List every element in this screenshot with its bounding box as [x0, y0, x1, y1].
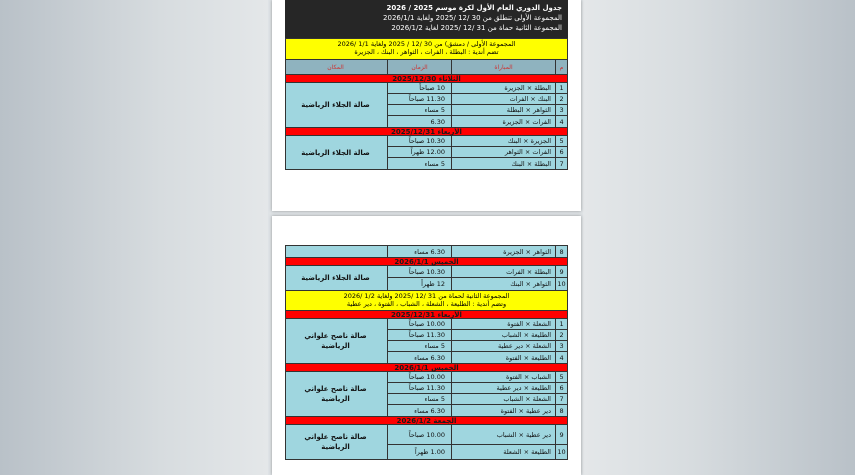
day-bar: الجمعة 2026/1/2 [285, 417, 568, 425]
match-number: 3 [555, 105, 567, 116]
match-time: 5 مساء [387, 105, 451, 116]
group2-banner-title: المجموعة الثانية لحماة من 31 /12 /2025 ولغاية 1/2 /2026 [343, 292, 510, 300]
match-time: 11.30 صباحاً [387, 330, 451, 341]
match-time: 1.00 ظهراً [387, 445, 451, 459]
col-num: م [555, 60, 567, 74]
match-teams: الثواهر × البطلة [451, 105, 555, 116]
schedule-page-1 [272, 0, 581, 211]
match-time: 10.30 صباحاً [387, 136, 451, 147]
group1-banner [285, 38, 568, 60]
match-time: 12.00 ظهراً [387, 147, 451, 158]
match-number: 3 [555, 341, 567, 352]
day-bar: الثلاثاء 2025/12/30 [285, 75, 568, 83]
match-time: 10.00 صباحاً [387, 425, 451, 445]
day-group [285, 83, 568, 128]
match-time: 10.00 صباحاً [387, 319, 451, 330]
match-time: 6.30 مساء [387, 405, 451, 416]
match-teams: الفرات × الثواهر [451, 147, 555, 158]
match-teams: البطلة × الجزيرة [451, 83, 555, 94]
venue: صالة الجلاء الرياضية [301, 101, 370, 109]
day-group [285, 425, 568, 460]
day-group [285, 136, 568, 170]
match-time: 5 مساء [387, 394, 451, 405]
match-teams: دير عطية × الفتوة [451, 405, 555, 416]
group2-dates: المجموعة الثانية حماة من 31 /12 /2025 لغاية 2026/1/2 [391, 24, 562, 32]
match-time: 12 ظهراً [387, 278, 451, 290]
venue: صالة ناصح علواني الرياضية [304, 332, 367, 350]
backdrop-left [0, 0, 268, 475]
match-teams: الثواهر × الجزيرة [451, 246, 555, 257]
match-number: 1 [555, 319, 567, 330]
match-time: 11.30 صباحاً [387, 383, 451, 394]
day-bar: الخميس 2026/1/1 [285, 364, 568, 372]
match-number: 9 [555, 266, 567, 278]
venue-empty [284, 246, 387, 257]
group1-dates: المجموعة الأولى تنطلق من 30 /12 /2025 ولغاية 2026/1/1 [383, 14, 562, 22]
match-teams: الشباب × الفتوة [451, 372, 555, 383]
match-teams: الشعلة × دير عطية [451, 341, 555, 352]
match-number: 1 [555, 83, 567, 94]
match-number: 2 [555, 330, 567, 341]
match-time: 11.30 صباحاً [387, 94, 451, 105]
backdrop-right [583, 0, 855, 475]
schedule-table-2 [285, 245, 568, 460]
match-number: 6 [555, 383, 567, 394]
venue: صالة الجلاء الرياضية [301, 274, 370, 282]
match-number: 7 [555, 394, 567, 405]
match-teams: الجزيرة × البنك [451, 136, 555, 147]
group1-banner-teams: تضم أندية : البطلة ، الفرات ، الثواهر ، البنك ، الجزيرة [354, 48, 499, 56]
match-teams: البطلة × البنك [451, 158, 555, 169]
league-title: جدول الدوري العام الأول لكرة موسم 2025 / 2026 [386, 4, 562, 12]
match-number: 6 [555, 147, 567, 158]
match-teams: الطليعة × الفتوة [451, 352, 555, 363]
match-number: 9 [555, 425, 567, 445]
match-teams: الفرات × الجزيرة [451, 116, 555, 127]
match-time: 10 صباحاً [387, 83, 451, 94]
day-group [285, 319, 568, 364]
match-time: 6.30 [387, 116, 451, 127]
col-venue: المكان [327, 63, 344, 71]
venue: صالة ناصح علواني الرياضية [304, 385, 367, 403]
match-teams: الثواهر × البنك [451, 278, 555, 290]
match-number: 10 [555, 445, 567, 459]
match-time: 6.30 مساء [387, 246, 451, 257]
day-bar: الخميس 2026/1/1 [285, 258, 568, 266]
day-bar: الأربعاء 2025/12/31 [285, 311, 568, 319]
match-number: 2 [555, 94, 567, 105]
schedule-table-1 [285, 0, 568, 170]
match-time: 5 مساء [387, 341, 451, 352]
day-group [285, 372, 568, 417]
match-number: 7 [555, 158, 567, 169]
match-teams: الطليعة × الشعلة [451, 445, 555, 459]
col-match: المباراة [451, 60, 555, 74]
match-teams: البطلة × الفرات [451, 266, 555, 278]
match-number: 4 [555, 352, 567, 363]
match-teams: الطليعة × دير عطية [451, 383, 555, 394]
group2-banner [285, 291, 568, 311]
match-number: 8 [555, 405, 567, 416]
match-number: 4 [555, 116, 567, 127]
match-time: 5 مساء [387, 158, 451, 169]
league-header [285, 0, 568, 38]
venue: صالة ناصح علواني الرياضية [304, 433, 367, 451]
column-headers [285, 60, 568, 75]
match-teams: البنك × الفرات [451, 94, 555, 105]
carry-row [285, 245, 568, 258]
match-number: 5 [555, 372, 567, 383]
match-teams: الطليعة × الشباب [451, 330, 555, 341]
group1-banner-title: المجموعة الأولى / دمشق) من 30 /12 / 2025 ولغاية 1/1 /2026 [337, 40, 516, 48]
match-time: 10.30 صباحاً [387, 266, 451, 278]
day-bar: الأربعاء 2025/12/31 [285, 128, 568, 136]
match-time: 10.00 صباحاً [387, 372, 451, 383]
group2-banner-teams: وتضم أندية : الطليعة ، الشعلة ، الشباب ، الفتوة ، دير عطية [346, 300, 507, 308]
schedule-page-2 [272, 216, 581, 475]
match-teams: الشعلة × الفتوة [451, 319, 555, 330]
day-group [285, 266, 568, 291]
match-teams: دير عطية × الشباب [451, 425, 555, 445]
col-time: الزمان [387, 60, 451, 74]
venue: صالة الجلاء الرياضية [301, 148, 370, 157]
match-number: 8 [555, 246, 567, 257]
match-number: 10 [555, 278, 567, 290]
match-time: 6.30 مساء [387, 352, 451, 363]
match-number: 5 [555, 136, 567, 147]
match-teams: الشعلة × الشباب [451, 394, 555, 405]
